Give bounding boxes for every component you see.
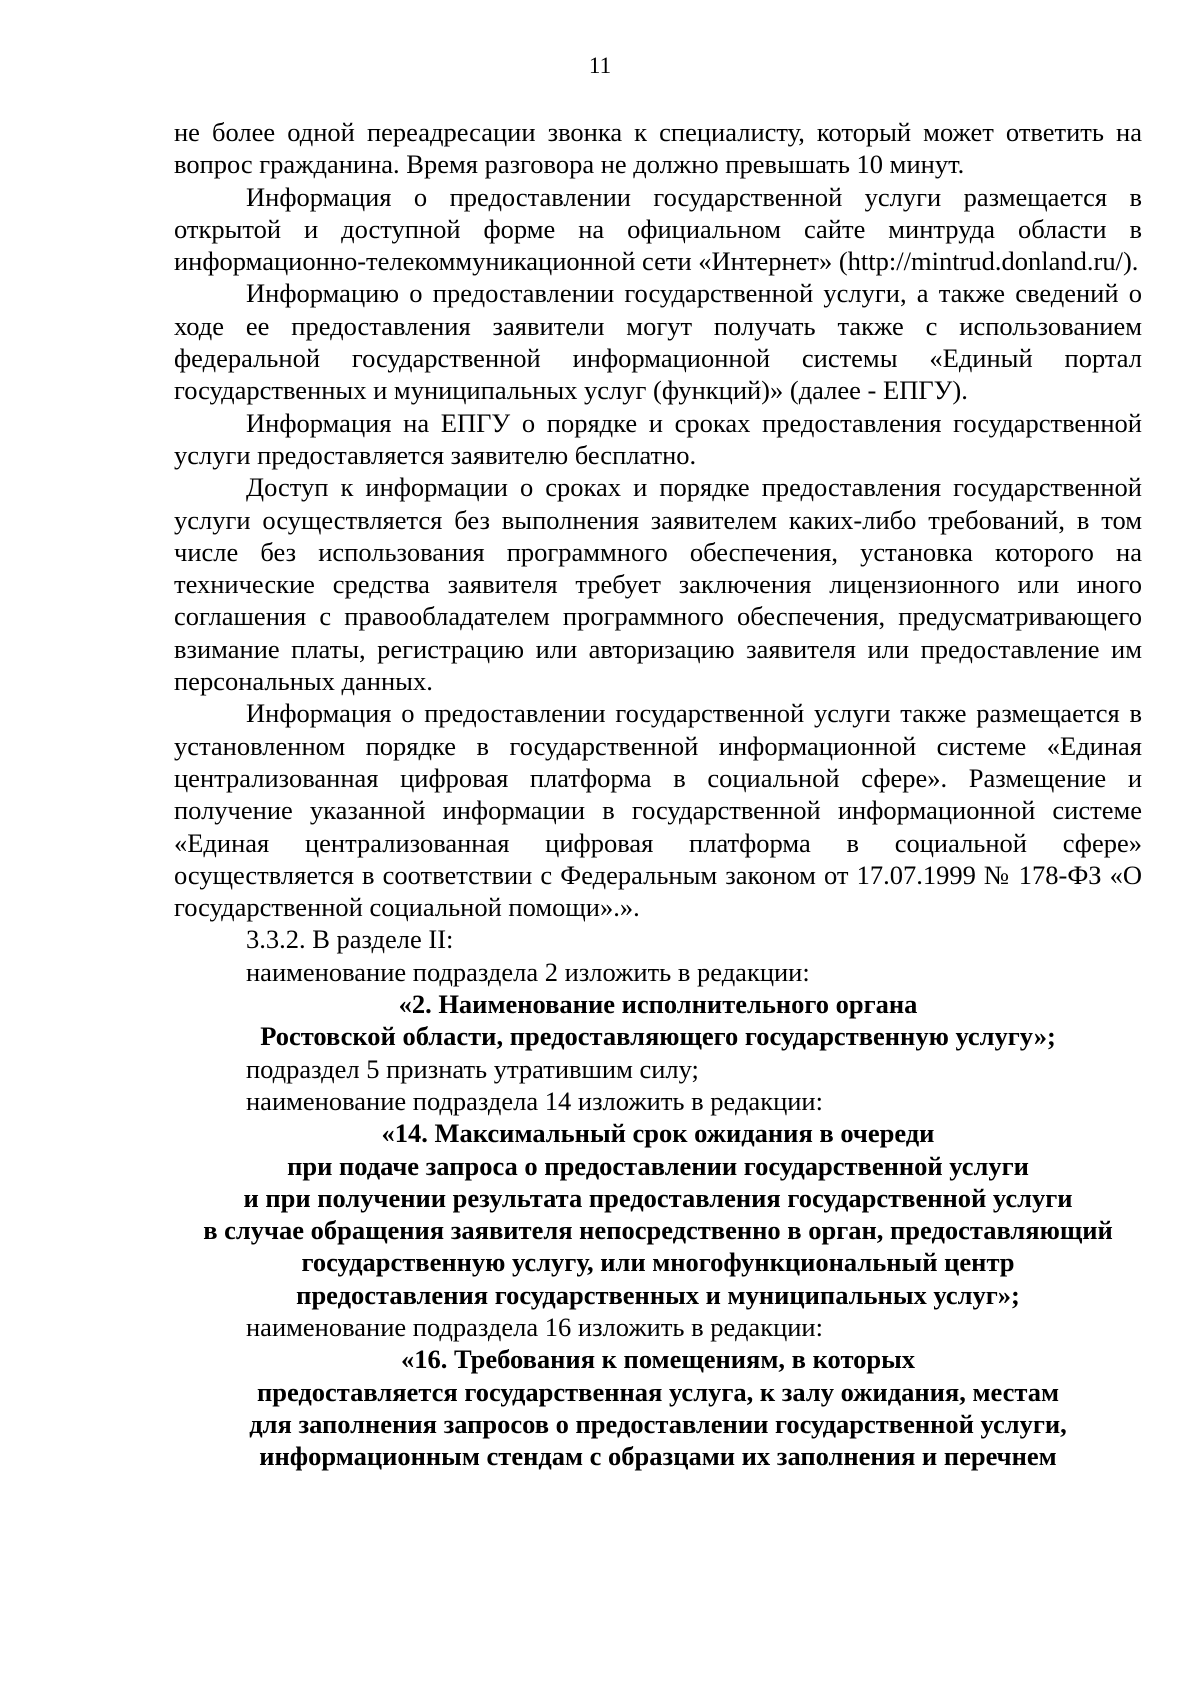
paragraph-epgu-info: Информацию о предоставлении государственной услуги, а также сведений о ходе ее предоставления заявители могут получать также с использованием федеральной государственной информационной системы «Единый портал государственных и муниципальных услуг (функций)» (далее - ЕПГУ). xyxy=(174,278,1142,406)
page-number: 11 xyxy=(588,53,612,78)
heading-line: и при получении результата предоставления государственной услуги xyxy=(243,1182,1073,1213)
heading-line: предоставляется государственная услуга, к залу ожидания, местам xyxy=(256,1376,1060,1407)
instruction-subsection-2: наименование подраздела 2 изложить в редакции: xyxy=(246,956,810,987)
heading-line: информационным стендам с образцами их заполнения и перечнем xyxy=(259,1441,1057,1472)
instruction-subsection-16: наименование подраздела 16 изложить в редакции: xyxy=(246,1311,823,1342)
document-body xyxy=(174,116,1142,1472)
heading-line: для заполнения запросов о предоставлении государственной услуги, xyxy=(249,1408,1067,1439)
paragraph-website-info: Информация о предоставлении государственной услуги размещается в открытой и доступной форме на официальном сайте минтруда области в информационно-телекоммуникационной сети «Интернет» (http://mintrud.donland.ru/). xyxy=(174,181,1142,277)
instruction-section-ii: 3.3.2. В разделе II: xyxy=(246,924,454,955)
heading-line: предоставления государственных и муниципальных услуг»; xyxy=(296,1279,1020,1310)
paragraph-access-info: Доступ к информации о сроках и порядке предоставления государственной услуги осуществляется без выполнения заявителем каких-либо требований, в том числе без использования программного обеспечения, установка которого на технические средства заявителя требует заключения лицензионного или иного соглашения с правообладателем программного обеспечения, предусматривающего взимание платы, регистрацию или авторизацию заявителя или предоставление им персональных данных. xyxy=(174,472,1142,697)
heading-line: «16. Требования к помещениям, в которых xyxy=(400,1344,916,1375)
paragraph-social-platform: Информация о предоставлении государственной услуги также размещается в установленном порядке в государственной информационной системе «Единая централизованная цифровая платформа в социальной сфере». Размещение и получение указанной информации в государственной информационной системе «Единая централизованная цифровая платформа в социальной сфере» осуществляется в соответствии с Федеральным законом от 17.07.1999 № 178-ФЗ «О государственной социальной помощи».». xyxy=(174,698,1142,923)
instruction-subsection-14: наименование подраздела 14 изложить в редакции: xyxy=(246,1085,823,1116)
instruction-subsection-5: подраздел 5 признать утратившим силу; xyxy=(246,1053,699,1084)
paragraph-call-redirect: не более одной переадресации звонка к специалисту, который может ответить на вопрос гражданина. Время разговора не должно превышать 10 минут. xyxy=(174,117,1142,180)
heading-line: при подаче запроса о предоставлении государственной услуги xyxy=(287,1150,1029,1181)
heading-line: «14. Максимальный срок ожидания в очереди xyxy=(381,1118,935,1149)
paragraph-epgu-free: Информация на ЕПГУ о порядке и сроках предоставления государственной услуги предоставляется заявителю бесплатно. xyxy=(174,407,1142,470)
heading-line: в случае обращения заявителя непосредственно в орган, предоставляющий xyxy=(203,1215,1113,1246)
heading-line: государственную услугу, или многофункциональный центр xyxy=(301,1247,1015,1278)
heading-subsection-14 xyxy=(174,1117,1142,1311)
heading-subsection-2 xyxy=(174,988,1142,1053)
heading-line: «2. Наименование исполнительного органа xyxy=(398,989,918,1020)
heading-subsection-16 xyxy=(174,1343,1142,1472)
heading-line: Ростовской области, предоставляющего государственную услугу»; xyxy=(260,1021,1056,1052)
